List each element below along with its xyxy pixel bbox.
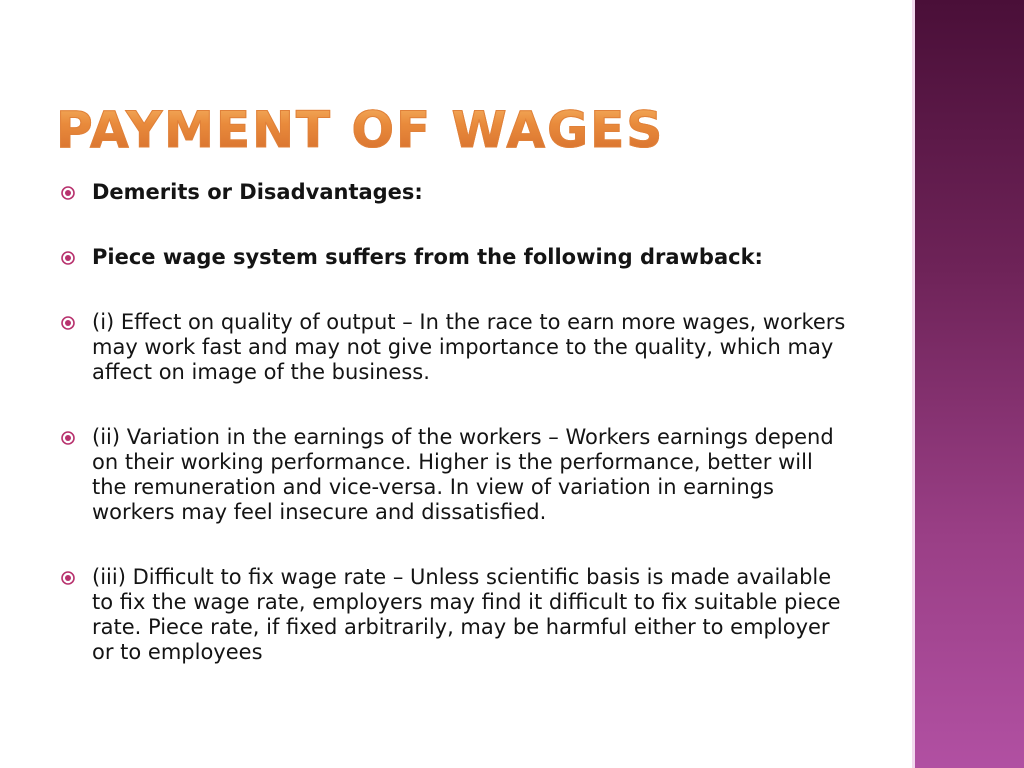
circle-bullet-icon	[60, 315, 76, 331]
bullet-item	[60, 310, 850, 385]
bullet-item	[60, 565, 850, 665]
bullet-text: (ii) Variation in the earnings of the workers – Workers earnings depend on their working performance. Higher is the performance, better will the remuneration and vice-versa. In view of variation in earnings workers may feel insecure and dissatisfied.	[92, 425, 834, 524]
bullet-text: Demerits or Disadvantages:	[92, 180, 423, 204]
bullet-text: (i) Effect on quality of output – In the race to earn more wages, workers may work fast and may not give importance to the quality, which may affect on image of the business.	[92, 310, 846, 384]
bullet-item	[60, 180, 850, 205]
bullet-list	[60, 180, 850, 705]
slide-title: PAYMENT OF WAGES	[56, 98, 876, 162]
decorative-sidebar	[912, 0, 1024, 768]
bullet-item	[60, 425, 850, 525]
bullet-text: (iii) Difficult to fix wage rate – Unless scientific basis is made available to fix the wage rate, employers may find it difficult to fix suitable piece rate. Piece rate, if fixed arbitrarily, may be harmful either to employer or to employees	[92, 565, 841, 664]
bullet-item	[60, 245, 850, 270]
bullet-text: Piece wage system suffers from the following drawback:	[92, 245, 763, 269]
circle-bullet-icon	[60, 250, 76, 266]
circle-bullet-icon	[60, 570, 76, 586]
circle-bullet-icon	[60, 430, 76, 446]
circle-bullet-icon	[60, 185, 76, 201]
